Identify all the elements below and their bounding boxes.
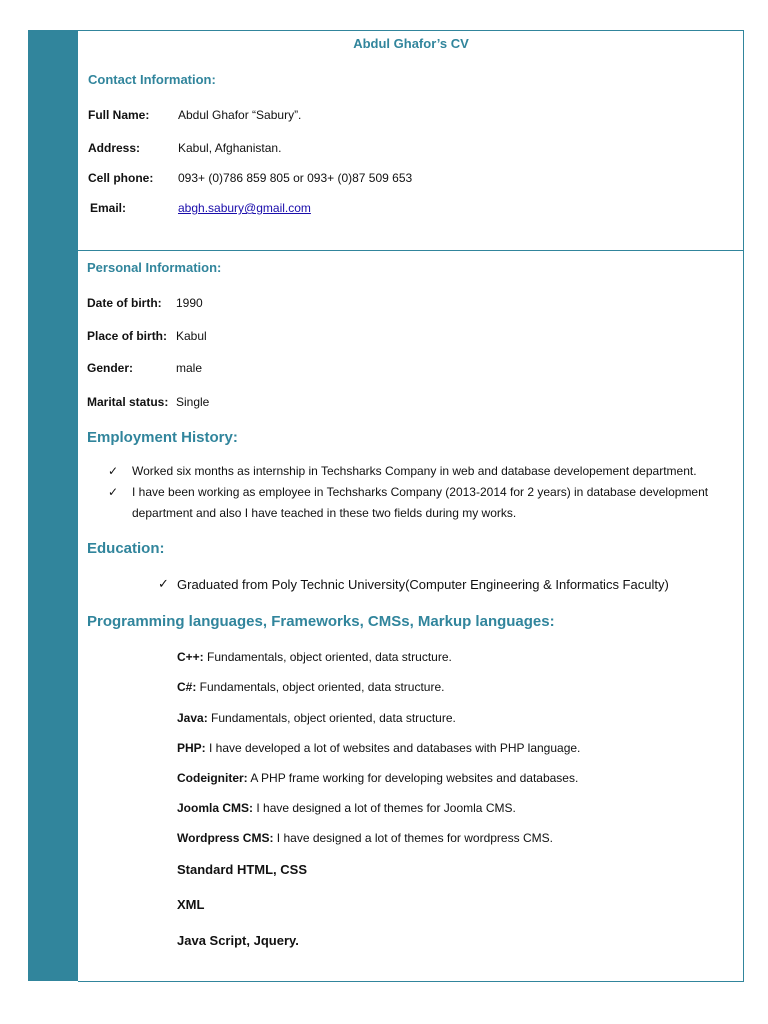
list-item [177,650,452,664]
skill-name: Joomla CMS: [177,801,254,815]
field-label: Marital status: [87,395,169,409]
field-value: Kabul, Afghanistan. [178,141,282,155]
skill-name: Java: [177,711,208,725]
checkmark-icon: ✓ [108,464,119,478]
skill-extra: Standard HTML, CSS [177,862,308,877]
field-label: Full Name: [88,108,150,122]
field-label: Date of birth: [87,296,162,310]
list-item [177,801,516,815]
field-label: Place of birth: [87,329,168,343]
skill-name: C++: [177,650,204,664]
list-item [158,574,738,595]
employment-heading: Employment History: [87,429,238,446]
skill-desc: I have designed a lot of themes for Joomla CMS. [253,801,516,815]
field-label: Gender: [87,361,134,375]
field-value: Single [176,395,210,409]
section-divider [78,250,744,251]
page-title: Abdul Ghafor’s CV [353,36,469,51]
checkmark-icon: ✓ [158,577,169,592]
skill-name: PHP: [177,741,206,755]
list-item [177,771,578,785]
field-value: 1990 [176,296,203,310]
contact-heading: Contact Information: [88,72,216,87]
field-label: Address: [88,141,141,155]
field-label: Email: [90,201,127,215]
email-link[interactable]: abgh.sabury@gmail.com [178,201,311,215]
field-value: 093+ (0)786 859 805 or 093+ (0)87 509 653 [178,171,413,185]
employment-item-text: I have been working as employee in Techsharks Company (2013-2014 for 2 years) in database development department and also I have teached in these two fields during my works. [132,485,709,520]
skill-extra: XML [177,897,205,912]
list-item [108,461,748,482]
skill-name: Wordpress CMS: [177,831,274,845]
education-item-text: Graduated from Poly Technic University(Computer Engineering & Informatics Faculty) [177,577,669,592]
field-value: male [176,361,203,375]
skill-name: Codeigniter: [177,771,248,785]
field-value: Kabul [176,329,207,343]
skill-desc: Fundamentals, object oriented, data structure. [203,650,452,664]
field-value: Abdul Ghafor “Sabury”. [178,108,302,122]
skill-desc: A PHP frame working for developing websites and databases. [247,771,579,785]
sidebar-accent-bar [28,30,78,981]
personal-heading: Personal Information: [87,260,222,275]
list-item [177,741,580,755]
field-label: Cell phone: [88,171,154,185]
list-item [177,831,553,845]
checkmark-icon: ✓ [108,485,119,499]
programming-heading: Programming languages, Frameworks, CMSs, Markup languages: [87,613,555,630]
skill-desc: Fundamentals, object oriented, data structure. [207,711,456,725]
skill-name: C#: [177,680,197,694]
skill-desc: I have developed a lot of websites and databases with PHP language. [205,741,581,755]
list-item [177,680,444,694]
skill-extra: Java Script, Jquery. [177,933,299,948]
list-item [177,711,456,725]
education-heading: Education: [87,540,165,557]
skill-desc: I have designed a lot of themes for wordpress CMS. [273,831,553,845]
skill-desc: Fundamentals, object oriented, data structure. [196,680,445,694]
list-item [108,482,748,524]
employment-item-text: Worked six months as internship in Techsharks Company in web and database developement department. [132,464,697,478]
